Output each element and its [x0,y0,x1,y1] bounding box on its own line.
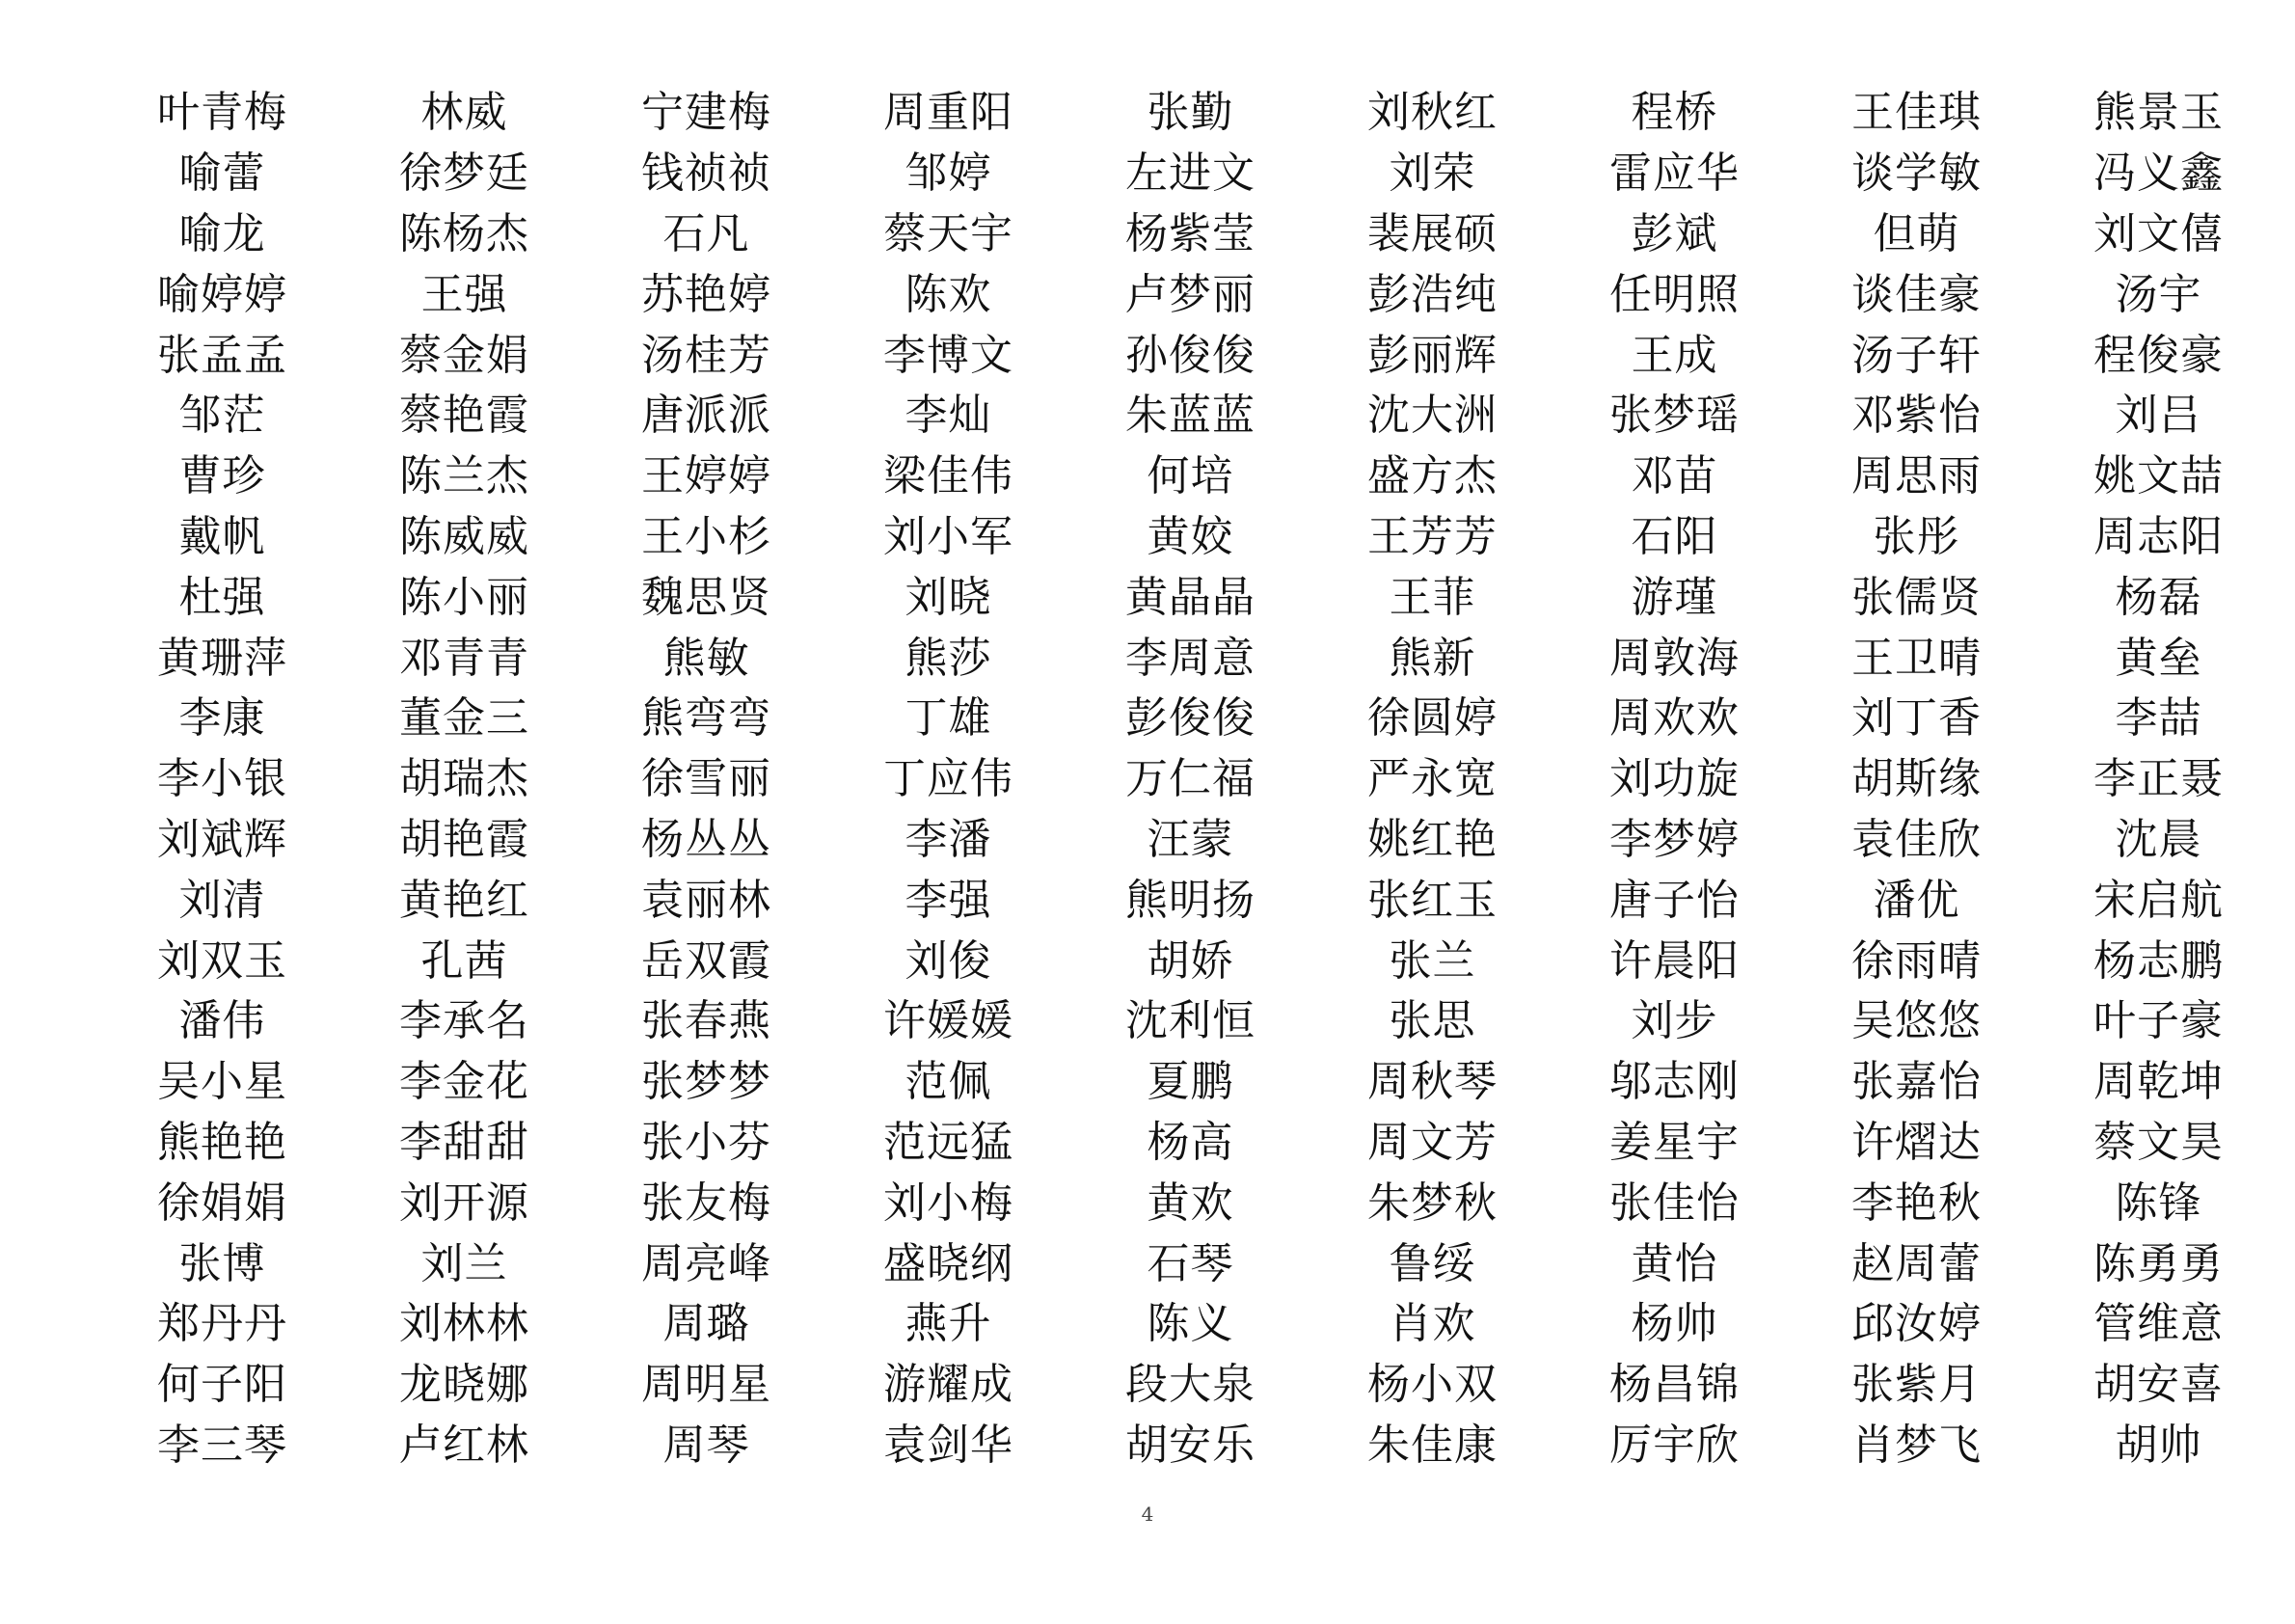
name-cell: 蔡艳霞 [399,391,529,441]
name-cell: 陈小丽 [399,572,529,622]
name-cell: 张思 [1389,996,1476,1046]
name-cell: 姜星宇 [1609,1117,1740,1167]
name-cell: 严永宽 [1367,754,1498,804]
name-cell: 程桥 [1631,88,1718,138]
name-cell: 刘开源 [399,1177,529,1228]
name-cell: 杨高 [1147,1117,1234,1167]
name-cell: 周欢欢 [1609,693,1740,744]
name-cell: 刘清 [178,875,266,925]
name-cell: 李梦婷 [1609,814,1740,864]
name-cell: 朱佳康 [1367,1420,1498,1470]
name-cell: 李喆 [2115,693,2202,744]
name-cell: 杨丛丛 [641,814,771,864]
name-cell: 刘兰 [420,1238,508,1288]
name-cell: 丁应伟 [883,754,1013,804]
name-cell: 叶子豪 [2093,996,2224,1046]
name-list-grid [101,83,2295,1475]
name-cell: 曹珍 [178,451,266,501]
name-cell: 蔡文昊 [2093,1117,2224,1167]
name-cell: 肖欢 [1389,1299,1476,1349]
name-cell: 林威 [420,88,508,138]
name-cell: 鲁绥 [1389,1238,1476,1288]
name-cell: 雷应华 [1609,149,1740,199]
name-cell: 黄珊萍 [157,633,287,683]
name-cell: 邓紫怡 [1851,391,1982,441]
name-cell: 孙俊俊 [1125,330,1256,380]
name-cell: 刘丁香 [1851,693,1982,744]
name-cell: 董金三 [399,693,529,744]
name-cell: 周秋琴 [1367,1057,1498,1107]
name-cell: 邹婷 [904,149,992,199]
name-cell: 戴帆 [178,511,266,561]
name-cell: 喻婷婷 [157,269,287,319]
name-cell: 蔡金娟 [399,330,529,380]
name-cell: 刘荣 [1389,149,1476,199]
name-cell: 刘文僖 [2093,208,2224,258]
name-cell: 朱蓝蓝 [1125,391,1256,441]
name-cell: 任明照 [1609,269,1740,319]
name-cell: 王佳琪 [1851,88,1982,138]
name-cell: 胡娇 [1147,935,1234,986]
name-cell: 管维意 [2093,1299,2224,1349]
name-cell: 熊明扬 [1125,875,1256,925]
name-cell: 王芳芳 [1367,511,1498,561]
name-cell: 盛晓纲 [883,1238,1013,1288]
name-cell: 潘优 [1873,875,1960,925]
name-cell: 黄姣 [1147,511,1234,561]
name-cell: 万仁福 [1125,754,1256,804]
name-cell: 岳双霞 [641,935,771,986]
name-cell: 沈大洲 [1367,391,1498,441]
name-cell: 徐圆婷 [1367,693,1498,744]
name-cell: 胡安乐 [1125,1420,1256,1470]
name-cell: 刘双玉 [157,935,287,986]
name-cell: 卢梦丽 [1125,269,1256,319]
name-cell: 黄怡 [1631,1238,1718,1288]
name-cell: 黄欢 [1147,1177,1234,1228]
name-cell: 王强 [420,269,508,319]
name-cell: 杨小双 [1367,1360,1498,1410]
name-cell: 石阳 [1631,511,1718,561]
name-cell: 周亮峰 [641,1238,771,1288]
name-cell: 刘小梅 [883,1177,1013,1228]
name-cell: 肖梦飞 [1851,1420,1982,1470]
name-cell: 吴悠悠 [1851,996,1982,1046]
name-cell: 厉宇欣 [1609,1420,1740,1470]
name-cell: 李潘 [904,814,992,864]
name-cell: 徐雪丽 [641,754,771,804]
name-cell: 李艳秋 [1851,1177,1982,1228]
name-cell: 张梦瑶 [1609,391,1740,441]
name-cell: 彭俊俊 [1125,693,1256,744]
name-cell: 张小芬 [641,1117,771,1167]
name-cell: 石凡 [662,208,750,258]
name-cell: 李康 [178,693,266,744]
name-cell: 夏鹏 [1147,1057,1234,1107]
name-cell: 陈义 [1147,1299,1234,1349]
name-cell: 刘小军 [883,511,1013,561]
name-cell: 何子阳 [157,1360,287,1410]
name-cell: 魏思贤 [641,572,771,622]
name-cell: 周明星 [641,1360,771,1410]
name-cell: 石琴 [1147,1238,1234,1288]
name-cell: 刘吕 [2115,391,2202,441]
name-cell: 邓苗 [1631,451,1718,501]
name-cell: 胡斯缘 [1851,754,1982,804]
name-cell: 杨帅 [1631,1299,1718,1349]
name-cell: 王小杉 [641,511,771,561]
name-cell: 熊景玉 [2093,88,2224,138]
name-cell: 杨志鹏 [2093,935,2224,986]
name-cell: 汤桂芳 [641,330,771,380]
name-cell: 梁佳伟 [883,451,1013,501]
name-cell: 吴小星 [157,1057,287,1107]
name-cell: 喻龙 [178,208,266,258]
name-cell: 王成 [1631,330,1718,380]
name-cell: 汪蒙 [1147,814,1234,864]
name-cell: 陈锋 [2115,1177,2202,1228]
name-cell: 汤子轩 [1851,330,1982,380]
name-cell: 李三琴 [157,1420,287,1470]
name-cell: 彭斌 [1631,208,1718,258]
name-cell: 叶青梅 [157,88,287,138]
name-cell: 周乾坤 [2093,1057,2224,1107]
name-cell: 赵周蕾 [1851,1238,1982,1288]
name-cell: 徐娟娟 [157,1177,287,1228]
name-cell: 盛方杰 [1367,451,1498,501]
name-cell: 邬志刚 [1609,1057,1740,1107]
name-cell: 周志阳 [2093,511,2224,561]
name-cell: 袁剑华 [883,1420,1013,1470]
name-cell: 刘林林 [399,1299,529,1349]
name-cell: 周琴 [662,1420,750,1470]
name-cell: 张春燕 [641,996,771,1046]
name-cell: 张紫月 [1851,1360,1982,1410]
name-cell: 李小银 [157,754,287,804]
name-cell: 孔茜 [420,935,508,986]
name-cell: 周璐 [662,1299,750,1349]
name-cell: 张嘉怡 [1851,1057,1982,1107]
name-cell: 许媛媛 [883,996,1013,1046]
name-cell: 王婷婷 [641,451,771,501]
name-cell: 范佩 [904,1057,992,1107]
name-cell: 张孟孟 [157,330,287,380]
name-cell: 唐派派 [641,391,771,441]
name-cell: 熊艳艳 [157,1117,287,1167]
name-cell: 刘斌辉 [157,814,287,864]
name-cell: 刘步 [1631,996,1718,1046]
name-cell: 程俊豪 [2093,330,2224,380]
name-cell: 胡安喜 [2093,1360,2224,1410]
name-cell: 谈佳豪 [1851,269,1982,319]
name-cell: 李承名 [399,996,529,1046]
name-cell: 卢红林 [399,1420,529,1470]
name-cell: 张博 [178,1238,266,1288]
name-cell: 邹茫 [178,391,266,441]
name-cell: 张红玉 [1367,875,1498,925]
name-cell: 钱祯祯 [641,149,771,199]
name-cell: 袁佳欣 [1851,814,1982,864]
name-cell: 彭浩纯 [1367,269,1498,319]
name-cell: 张彤 [1873,511,1960,561]
name-cell: 陈勇勇 [2093,1238,2224,1288]
name-cell: 唐子怡 [1609,875,1740,925]
name-cell: 王菲 [1389,572,1476,622]
name-cell: 熊新 [1389,633,1476,683]
name-cell: 沈利恒 [1125,996,1256,1046]
name-cell: 张友梅 [641,1177,771,1228]
name-cell: 袁丽林 [641,875,771,925]
name-cell: 但萌 [1873,208,1960,258]
name-cell: 胡帅 [2115,1420,2202,1470]
name-cell: 刘功旋 [1609,754,1740,804]
name-cell: 燕升 [904,1299,992,1349]
name-cell: 黄晶晶 [1125,572,1256,622]
name-cell: 李金花 [399,1057,529,1107]
name-cell: 熊敏 [662,633,750,683]
name-cell: 潘伟 [178,996,266,1046]
name-cell: 刘秋红 [1367,88,1498,138]
name-cell: 王卫晴 [1851,633,1982,683]
name-cell: 邱汝婷 [1851,1299,1982,1349]
name-cell: 陈威威 [399,511,529,561]
name-cell: 冯义鑫 [2093,149,2224,199]
name-cell: 黄艳红 [399,875,529,925]
name-cell: 杨紫莹 [1125,208,1256,258]
name-cell: 徐梦廷 [399,149,529,199]
name-cell: 周重阳 [883,88,1013,138]
name-cell: 周敦海 [1609,633,1740,683]
name-cell: 许晨阳 [1609,935,1740,986]
name-cell: 朱梦秋 [1367,1177,1498,1228]
name-cell: 姚文喆 [2093,451,2224,501]
name-cell: 许熠达 [1851,1117,1982,1167]
name-cell: 喻蕾 [178,149,266,199]
name-cell: 胡艳霞 [399,814,529,864]
name-cell: 苏艳婷 [641,269,771,319]
name-cell: 何培 [1147,451,1234,501]
name-cell: 张勤 [1147,88,1234,138]
name-cell: 姚红艳 [1367,814,1498,864]
name-cell: 张佳怡 [1609,1177,1740,1228]
name-cell: 丁雄 [904,693,992,744]
name-cell: 谈学敏 [1851,149,1982,199]
page-number: 4 [1141,1502,1154,1526]
name-cell: 左进文 [1125,149,1256,199]
name-cell: 李博文 [883,330,1013,380]
name-cell: 李甜甜 [399,1117,529,1167]
name-cell: 彭丽辉 [1367,330,1498,380]
name-cell: 范远猛 [883,1117,1013,1167]
name-cell: 郑丹丹 [157,1299,287,1349]
name-cell: 杨昌锦 [1609,1360,1740,1410]
name-cell: 杨磊 [2115,572,2202,622]
name-cell: 宋启航 [2093,875,2224,925]
name-cell: 周文芳 [1367,1117,1498,1167]
name-cell: 沈晨 [2115,814,2202,864]
name-cell: 李周意 [1125,633,1256,683]
name-cell: 段大泉 [1125,1360,1256,1410]
name-cell: 龙晓娜 [399,1360,529,1410]
name-cell: 陈杨杰 [399,208,529,258]
name-cell: 陈兰杰 [399,451,529,501]
name-cell: 游耀成 [883,1360,1013,1410]
name-cell: 杜强 [178,572,266,622]
name-cell: 徐雨晴 [1851,935,1982,986]
name-cell: 张儒贤 [1851,572,1982,622]
name-cell: 刘晓 [904,572,992,622]
name-cell: 裴展硕 [1367,208,1498,258]
name-cell: 蔡天宇 [883,208,1013,258]
name-cell: 李正聂 [2093,754,2224,804]
name-cell: 张梦梦 [641,1057,771,1107]
name-cell: 李灿 [904,391,992,441]
name-cell: 张兰 [1389,935,1476,986]
name-cell: 邓青青 [399,633,529,683]
name-cell: 李强 [904,875,992,925]
name-cell: 黄垒 [2115,633,2202,683]
name-cell: 宁建梅 [641,88,771,138]
name-cell: 周思雨 [1851,451,1982,501]
name-cell: 熊莎 [904,633,992,683]
name-cell: 陈欢 [904,269,992,319]
name-cell: 熊弯弯 [641,693,771,744]
name-cell: 游瑾 [1631,572,1718,622]
name-cell: 汤宇 [2115,269,2202,319]
name-cell: 胡瑞杰 [399,754,529,804]
name-cell: 刘俊 [904,935,992,986]
